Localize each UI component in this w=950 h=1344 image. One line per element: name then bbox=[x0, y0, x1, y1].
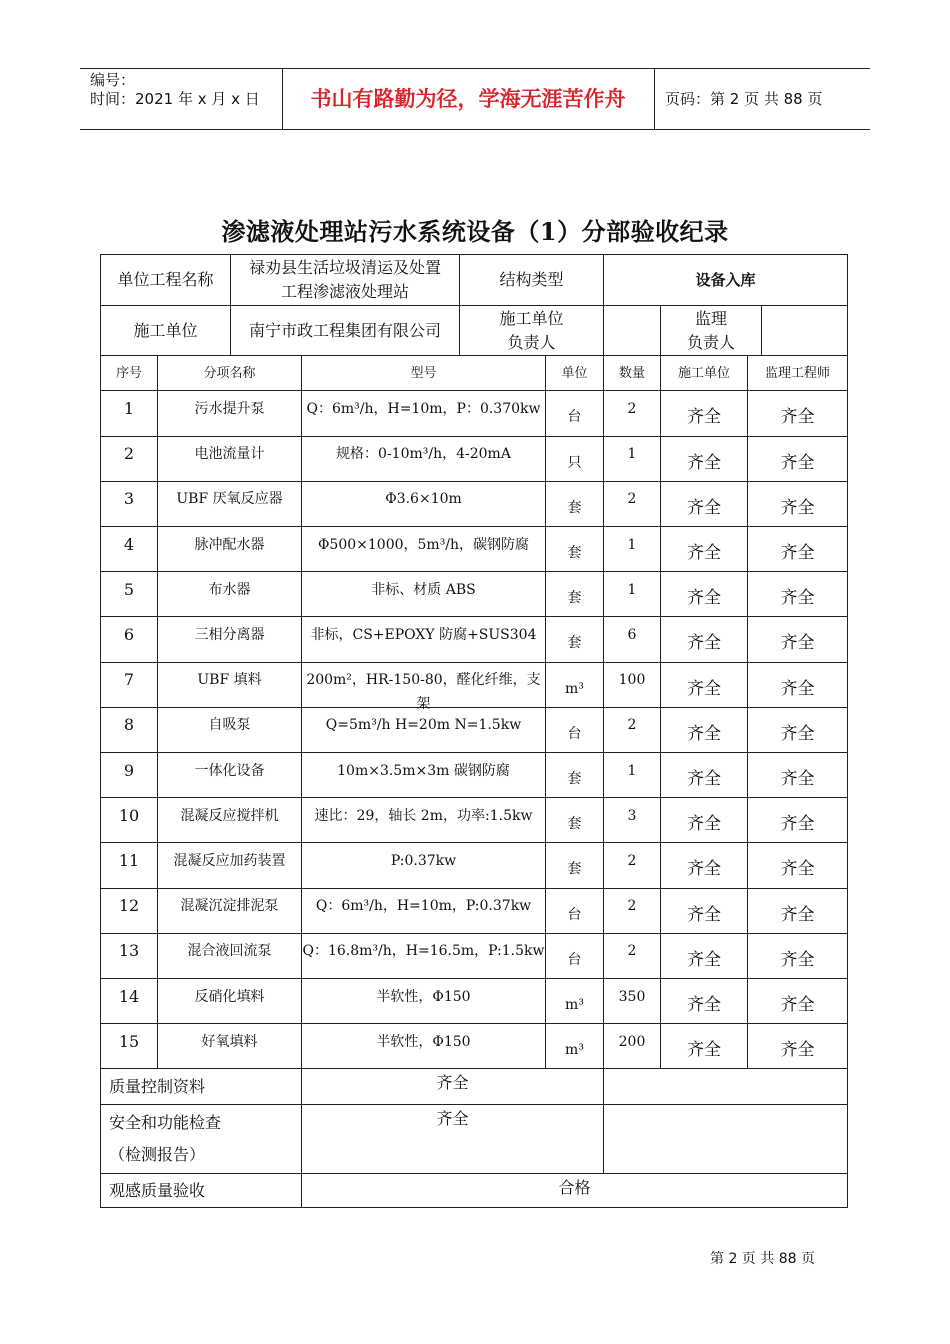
row-qty-text: 6 bbox=[627, 627, 637, 643]
safety-check-label: 安全和功能检查 （检测报告） bbox=[101, 1105, 302, 1174]
row-builder-cell bbox=[661, 888, 748, 934]
row-unit-text: 套 bbox=[567, 770, 582, 787]
row-builder-text: 齐全 bbox=[687, 814, 721, 835]
row-no-text: 9 bbox=[123, 760, 135, 780]
row-unit-cell bbox=[546, 1024, 604, 1070]
structure-label: 结构类型 bbox=[460, 255, 604, 306]
row-supervisor-text: 齐全 bbox=[780, 904, 815, 925]
header-meta bbox=[90, 71, 260, 109]
row-model-cell bbox=[302, 481, 546, 527]
structure-value: 设备入库 bbox=[604, 255, 847, 306]
row-qty-text: 2 bbox=[627, 401, 637, 417]
row-no-text: 1 bbox=[123, 399, 135, 418]
row-name-text: 一体化设备 bbox=[194, 762, 265, 779]
row-name-text: 自吸泵 bbox=[208, 717, 251, 734]
row-builder-text: 齐全 bbox=[687, 678, 721, 699]
col-header-supervisor: 监理工程师 bbox=[748, 356, 847, 391]
unit-project-value: 禄劝县生活垃圾清运及处置 工程渗滤液处理站 bbox=[231, 255, 460, 306]
row-name-text: UBF 厌氧反应器 bbox=[176, 491, 283, 508]
row-no-text: 8 bbox=[123, 715, 135, 735]
row-qty-text: 200 bbox=[618, 1033, 646, 1050]
row-qty-text: 1 bbox=[627, 446, 637, 463]
row-supervisor-text: 齐全 bbox=[780, 542, 815, 563]
unit-project-label: 单位工程名称 bbox=[101, 255, 231, 306]
row-supervisor-text: 齐全 bbox=[780, 994, 815, 1015]
row-no-text: 14 bbox=[118, 986, 140, 1006]
row-name-text: 脉冲配水器 bbox=[194, 536, 265, 553]
row-model-text: 非标，CS+EPOXY 防腐+SUS304 bbox=[310, 627, 537, 643]
row-qty-cell bbox=[604, 753, 661, 799]
row-supervisor-cell bbox=[748, 1024, 847, 1070]
row-builder-cell bbox=[661, 1024, 748, 1070]
row-model-text: 非标、材质 ABS bbox=[371, 581, 476, 598]
row-qty-cell bbox=[604, 662, 661, 708]
row-builder-cell bbox=[661, 572, 748, 618]
row-builder-cell bbox=[661, 662, 748, 708]
row-builder-text: 齐全 bbox=[687, 723, 721, 744]
row-unit-cell bbox=[546, 798, 604, 844]
row-supervisor-text: 齐全 bbox=[780, 588, 815, 609]
col-header-no: 序号 bbox=[101, 356, 158, 391]
row-supervisor-cell bbox=[748, 527, 847, 573]
row-supervisor-text: 齐全 bbox=[780, 497, 815, 518]
row-no-cell bbox=[101, 1024, 158, 1070]
row-unit-cell bbox=[546, 572, 604, 618]
row-unit-cell bbox=[546, 436, 604, 482]
row-model-cell bbox=[302, 1024, 546, 1070]
row-name-text: 污水提升泵 bbox=[194, 401, 265, 417]
row-builder-cell bbox=[661, 707, 748, 753]
row-unit-text: m³ bbox=[565, 680, 584, 697]
row-model-cell bbox=[302, 843, 546, 889]
row-unit-cell bbox=[546, 662, 604, 708]
row-name-text: 三相分离器 bbox=[194, 627, 265, 643]
row-supervisor-cell bbox=[748, 436, 847, 482]
row-no-text: 4 bbox=[123, 534, 135, 554]
row-no-text: 7 bbox=[123, 670, 135, 690]
page-header bbox=[80, 68, 870, 130]
row-supervisor-cell bbox=[748, 617, 847, 663]
row-builder-text: 齐全 bbox=[687, 904, 721, 925]
quality-docs-label: 质量控制资料 bbox=[101, 1069, 302, 1105]
row-unit-text: 套 bbox=[567, 590, 582, 607]
row-supervisor-cell bbox=[748, 481, 847, 527]
supervisor-lead-value bbox=[762, 306, 847, 356]
row-supervisor-cell bbox=[748, 979, 847, 1025]
appearance-label: 观感质量验收 bbox=[101, 1174, 302, 1207]
builder-value: 南宁市政工程集团有限公司 bbox=[231, 306, 460, 356]
row-name-cell bbox=[158, 617, 302, 663]
row-builder-text: 齐全 bbox=[687, 768, 721, 789]
row-model-text: Φ500×1000，5m³/h，碳钢防腐 bbox=[317, 536, 530, 553]
row-qty-text: 2 bbox=[627, 491, 637, 508]
row-supervisor-text: 齐全 bbox=[780, 452, 815, 473]
row-builder-cell bbox=[661, 753, 748, 799]
row-unit-cell bbox=[546, 391, 604, 437]
row-name-text: 布水器 bbox=[208, 581, 251, 598]
col-header-model: 型号 bbox=[302, 356, 546, 391]
row-model-text: 200m²，HR-150-80，醛化纤维，支架 bbox=[306, 672, 541, 713]
row-no-text: 10 bbox=[118, 805, 140, 825]
row-qty-cell bbox=[604, 481, 661, 527]
row-no-cell bbox=[101, 572, 158, 618]
col-header-builder: 施工单位 bbox=[661, 356, 748, 391]
row-no-cell bbox=[101, 798, 158, 844]
row-no-cell bbox=[101, 662, 158, 708]
row-qty-cell bbox=[604, 843, 661, 889]
row-no-cell bbox=[101, 888, 158, 934]
appearance-value: 合格 bbox=[558, 1178, 591, 1197]
row-supervisor-cell bbox=[748, 888, 847, 934]
row-supervisor-text: 齐全 bbox=[780, 723, 815, 744]
row-qty-text: 2 bbox=[627, 898, 637, 915]
row-builder-cell bbox=[661, 617, 748, 663]
row-supervisor-cell bbox=[748, 753, 847, 799]
row-model-cell bbox=[302, 662, 546, 713]
row-unit-text: m³ bbox=[565, 996, 584, 1013]
row-qty-cell bbox=[604, 933, 661, 979]
row-no-text: 15 bbox=[118, 1031, 140, 1051]
row-no-cell bbox=[101, 979, 158, 1025]
row-qty-cell bbox=[604, 436, 661, 482]
row-qty-cell bbox=[604, 1024, 661, 1070]
row-qty-cell bbox=[604, 798, 661, 844]
header-motto: 书山有路勤为径，学海无涯苦作舟 bbox=[310, 87, 626, 111]
row-unit-cell bbox=[546, 617, 604, 663]
row-unit-text: 套 bbox=[567, 499, 582, 516]
row-name-cell bbox=[158, 572, 302, 618]
row-builder-text: 齐全 bbox=[687, 1040, 721, 1061]
row-unit-text: 台 bbox=[567, 906, 582, 923]
row-builder-text: 齐全 bbox=[687, 497, 721, 518]
row-model-cell bbox=[302, 753, 546, 799]
row-no-text: 12 bbox=[118, 896, 140, 916]
supervisor-lead-label: 监理 负责人 bbox=[661, 306, 762, 356]
code-label: 编号： bbox=[90, 71, 136, 89]
row-model-cell bbox=[302, 391, 546, 437]
row-builder-cell bbox=[661, 798, 748, 844]
builder-lead-label: 施工单位 负责人 bbox=[460, 306, 604, 356]
quality-docs-value: 齐全 bbox=[302, 1069, 604, 1105]
row-model-text: Φ3.6×10m bbox=[385, 491, 462, 508]
row-unit-cell bbox=[546, 753, 604, 799]
row-name-cell bbox=[158, 527, 302, 573]
row-supervisor-cell bbox=[748, 843, 847, 889]
row-name-cell bbox=[158, 979, 302, 1025]
safety-check-value: 齐全 bbox=[302, 1105, 604, 1174]
row-model-text: 半软性，Φ150 bbox=[376, 988, 471, 1005]
row-supervisor-cell bbox=[748, 707, 847, 753]
row-qty-text: 3 bbox=[627, 807, 637, 824]
row-qty-cell bbox=[604, 707, 661, 753]
row-builder-text: 齐全 bbox=[687, 542, 721, 563]
row-no-cell bbox=[101, 843, 158, 889]
row-model-text: 半软性，Φ150 bbox=[376, 1033, 471, 1050]
row-supervisor-text: 齐全 bbox=[780, 633, 815, 654]
row-builder-cell bbox=[661, 436, 748, 482]
row-unit-cell bbox=[546, 888, 604, 934]
row-no-cell bbox=[101, 933, 158, 979]
row-qty-text: 2 bbox=[627, 943, 637, 960]
row-name-text: 反硝化填料 bbox=[194, 988, 265, 1005]
row-unit-text: 套 bbox=[567, 544, 582, 561]
row-qty-cell bbox=[604, 888, 661, 934]
row-no-text: 3 bbox=[123, 489, 135, 509]
row-unit-text: m³ bbox=[565, 1042, 584, 1059]
row-model-cell bbox=[302, 572, 546, 618]
row-name-cell bbox=[158, 662, 302, 708]
row-model-text: 速比：29，轴长 2m，功率:1.5kw bbox=[314, 807, 533, 824]
row-no-cell bbox=[101, 707, 158, 753]
row-name-text: 混凝沉淀排泥泵 bbox=[180, 898, 279, 915]
row-no-cell bbox=[101, 753, 158, 799]
row-no-cell bbox=[101, 391, 158, 437]
row-qty-cell bbox=[604, 572, 661, 618]
row-supervisor-text: 齐全 bbox=[780, 814, 815, 835]
row-no-cell bbox=[101, 617, 158, 663]
row-no-cell bbox=[101, 436, 158, 482]
row-name-text: UBF 填料 bbox=[197, 672, 262, 689]
header-page-number: 页码：第 2 页 共 88 页 bbox=[665, 90, 823, 108]
row-supervisor-cell bbox=[748, 572, 847, 618]
row-unit-cell bbox=[546, 843, 604, 889]
quality-docs-remark bbox=[604, 1069, 847, 1105]
row-model-text: Q：16.8m³/h，H=16.5m，P:1.5kw bbox=[302, 943, 545, 960]
row-name-text: 混凝反应加药装置 bbox=[173, 853, 286, 869]
row-no-cell bbox=[101, 481, 158, 527]
row-builder-text: 齐全 bbox=[687, 633, 721, 654]
row-unit-text: 套 bbox=[567, 816, 582, 833]
row-builder-text: 齐全 bbox=[687, 452, 721, 473]
time-label: 时间：2021 年 x 月 x 日 bbox=[90, 90, 260, 108]
row-builder-text: 齐全 bbox=[687, 859, 721, 880]
row-name-text: 电池流量计 bbox=[194, 446, 265, 463]
row-unit-text: 只 bbox=[567, 454, 582, 471]
row-no-text: 2 bbox=[123, 444, 135, 464]
builder-label: 施工单位 bbox=[101, 306, 231, 356]
document-title: 渗滤液处理站污水系统设备（1）分部验收纪录 bbox=[221, 217, 729, 246]
row-model-text: 规格：0-10m³/h，4-20mA bbox=[336, 446, 511, 463]
row-model-cell bbox=[302, 527, 546, 573]
row-qty-cell bbox=[604, 979, 661, 1025]
row-model-text: 10m×3.5m×3m 碳钢防腐 bbox=[337, 762, 510, 779]
row-builder-text: 齐全 bbox=[687, 994, 721, 1015]
row-builder-cell bbox=[661, 527, 748, 573]
row-builder-cell bbox=[661, 979, 748, 1025]
acceptance-form bbox=[100, 254, 848, 1208]
row-unit-text: 套 bbox=[567, 861, 582, 878]
row-model-cell bbox=[302, 707, 546, 753]
row-qty-text: 1 bbox=[627, 762, 637, 779]
footer-page-number: 第 2 页 共 88 页 bbox=[710, 1251, 815, 1267]
row-qty-text: 2 bbox=[627, 853, 637, 869]
row-unit-cell bbox=[546, 527, 604, 573]
row-qty-text: 1 bbox=[627, 581, 637, 598]
row-builder-cell bbox=[661, 391, 748, 437]
row-unit-text: 台 bbox=[567, 409, 582, 426]
row-model-cell bbox=[302, 979, 546, 1025]
row-name-cell bbox=[158, 391, 302, 437]
row-unit-text: 台 bbox=[567, 725, 582, 742]
col-header-qty: 数量 bbox=[604, 356, 661, 391]
row-supervisor-text: 齐全 bbox=[780, 768, 815, 789]
row-unit-cell bbox=[546, 707, 604, 753]
row-qty-text: 2 bbox=[627, 717, 637, 734]
row-supervisor-text: 齐全 bbox=[780, 859, 815, 880]
row-name-cell bbox=[158, 1024, 302, 1070]
row-name-cell bbox=[158, 481, 302, 527]
row-model-cell bbox=[302, 617, 546, 663]
row-no-text: 13 bbox=[118, 941, 140, 961]
row-model-cell bbox=[302, 798, 546, 844]
row-builder-cell bbox=[661, 843, 748, 889]
row-builder-cell bbox=[661, 933, 748, 979]
safety-check-remark bbox=[604, 1105, 847, 1174]
row-no-text: 6 bbox=[123, 625, 135, 644]
row-model-text: Q=5m³/h H=20m N=1.5kw bbox=[325, 717, 522, 734]
row-name-cell bbox=[158, 753, 302, 799]
row-supervisor-text: 齐全 bbox=[780, 1040, 815, 1061]
row-name-text: 混凝反应搅拌机 bbox=[180, 807, 279, 824]
row-no-text: 5 bbox=[123, 579, 135, 599]
row-model-text: Q：6m³/h，H=10m，P：0.370kw bbox=[306, 401, 541, 417]
row-builder-text: 齐全 bbox=[687, 588, 721, 609]
row-builder-text: 齐全 bbox=[687, 949, 721, 970]
row-qty-text: 100 bbox=[618, 672, 646, 689]
row-no-text: 11 bbox=[118, 851, 140, 870]
row-supervisor-text: 齐全 bbox=[780, 949, 815, 970]
row-supervisor-text: 齐全 bbox=[780, 407, 815, 428]
col-header-unit: 单位 bbox=[546, 356, 604, 391]
header-divider bbox=[654, 69, 655, 129]
row-unit-cell bbox=[546, 979, 604, 1025]
row-builder-text: 齐全 bbox=[687, 407, 721, 428]
row-qty-text: 1 bbox=[627, 536, 637, 553]
row-model-cell bbox=[302, 933, 546, 979]
row-name-cell bbox=[158, 933, 302, 979]
row-unit-text: 套 bbox=[567, 635, 582, 652]
row-name-text: 混合液回流泵 bbox=[187, 943, 272, 960]
row-qty-cell bbox=[604, 527, 661, 573]
row-model-cell bbox=[302, 888, 546, 934]
row-name-cell bbox=[158, 436, 302, 482]
row-supervisor-text: 齐全 bbox=[780, 678, 815, 699]
row-unit-cell bbox=[546, 481, 604, 527]
row-name-cell bbox=[158, 843, 302, 889]
row-qty-cell bbox=[604, 617, 661, 663]
row-model-text: Q：6m³/h，H=10m，P:0.37kw bbox=[315, 898, 532, 915]
builder-lead-value bbox=[604, 306, 661, 356]
row-builder-cell bbox=[661, 481, 748, 527]
row-no-cell bbox=[101, 527, 158, 573]
row-unit-cell bbox=[546, 933, 604, 979]
row-name-cell bbox=[158, 888, 302, 934]
row-supervisor-cell bbox=[748, 391, 847, 437]
row-qty-text: 350 bbox=[618, 988, 646, 1005]
row-qty-cell bbox=[604, 391, 661, 437]
row-model-cell bbox=[302, 436, 546, 482]
row-supervisor-cell bbox=[748, 662, 847, 708]
row-name-text: 好氧填料 bbox=[201, 1033, 258, 1050]
row-name-cell bbox=[158, 707, 302, 753]
row-supervisor-cell bbox=[748, 933, 847, 979]
row-name-cell bbox=[158, 798, 302, 844]
col-header-name: 分项名称 bbox=[158, 356, 302, 391]
row-supervisor-cell bbox=[748, 798, 847, 844]
row-unit-text: 台 bbox=[567, 951, 582, 968]
row-model-text: P:0.37kw bbox=[390, 853, 457, 869]
